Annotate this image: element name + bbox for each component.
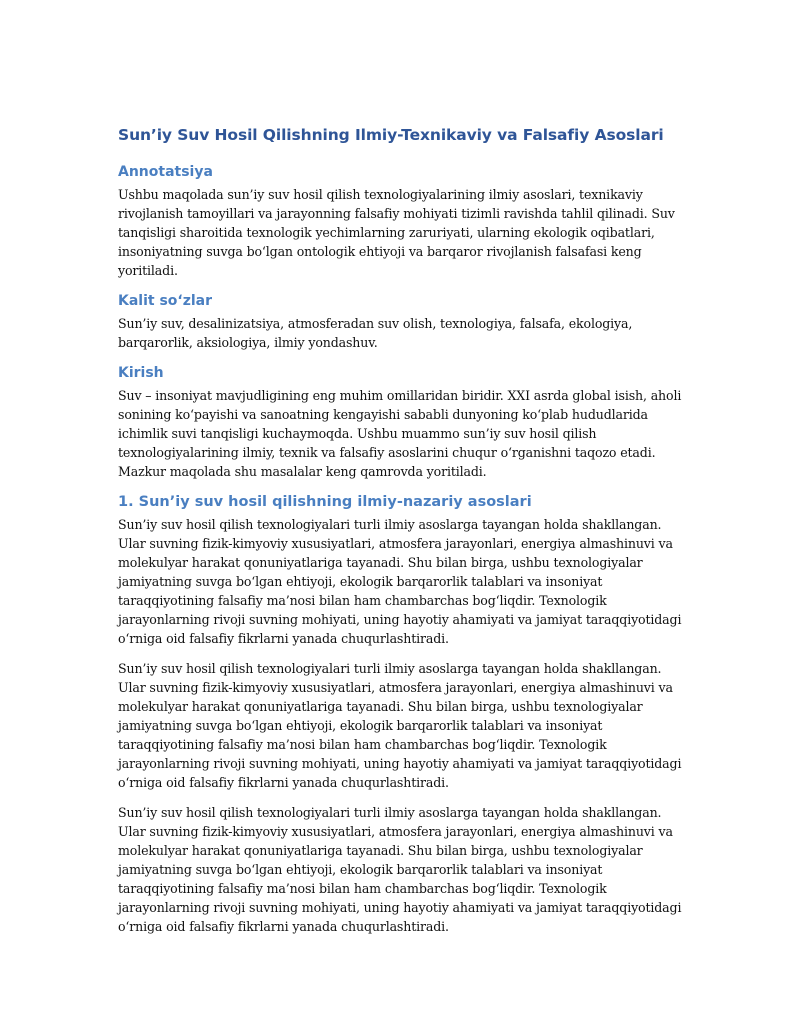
- abstract-heading: Annotatsiya: [118, 164, 213, 180]
- section-1-paragraph-3: Sun’iy suv hosil qilish texnologiyalari turli ilmiy asoslarga tayangan holda shakllangan. Ular suvning fizik-kimyoviy xususiyatlari, atmosfera jarayonlari, energiya almashinuvi va molekulyar harakat qonuniyatlariga tayanadi. Shu bilan birga, ushbu texnologiyalar jamiyatning suvga bo‘lgan ehtiyoji, ekologik barqarorlik talablari va insoniyat taraqqiyotining falsafiy ma’nosi bilan ham chambarchas bog‘liqdir. Texnologik jarayonlarning rivoji suvning mohiyati, uning hayotiy ahamiyati va jamiyat taraqqiyotidagi o‘rniga oid falsafiy fikrlarni yanada chuqurlashtiradi.: [118, 805, 682, 934]
- document-title: Sun’iy Suv Hosil Qilishning Ilmiy-Texnikaviy va Falsafiy Asoslari: [118, 126, 664, 144]
- section-introduction: [118, 363, 690, 481]
- section-keywords: [118, 291, 690, 352]
- keywords-heading: Kalit so‘zlar: [118, 293, 213, 309]
- abstract-paragraph: Ushbu maqolada sun’iy suv hosil qilish texnologiyalarining ilmiy asoslari, texnikaviy rivojlanish tamoyillari va jarayonning falsafiy mohiyati tizimli ravishda tahlil qilinadi. Suv tanqisligi sharoitida texnologik yechimlarning zaruriyati, ularning ekologik oqibatlari, insoniyatning suvga bo‘lgan ontologik ehtiyoji va barqaror rivojlanish falsafasi keng yoritiladi.: [118, 187, 675, 278]
- section-abstract: [118, 162, 690, 280]
- document-page: [118, 124, 690, 947]
- section-1-paragraph-1: Sun’iy suv hosil qilish texnologiyalari turli ilmiy asoslarga tayangan holda shakllangan. Ular suvning fizik-kimyoviy xususiyatlari, atmosfera jarayonlari, energiya almashinuvi va molekulyar harakat qonuniyatlariga tayanadi. Shu bilan birga, ushbu texnologiyalar jamiyatning suvga bo‘lgan ehtiyoji, ekologik barqarorlik talablari va insoniyat taraqqiyotining falsafiy ma’nosi bilan ham chambarchas bog‘liqdir. Texnologik jarayonlarning rivoji suvning mohiyati, uning hayotiy ahamiyati va jamiyat taraqqiyotidagi o‘rniga oid falsafiy fikrlarni yanada chuqurlashtiradi.: [118, 517, 682, 646]
- section-1-paragraph-2: Sun’iy suv hosil qilish texnologiyalari turli ilmiy asoslarga tayangan holda shakllangan. Ular suvning fizik-kimyoviy xususiyatlari, atmosfera jarayonlari, energiya almashinuvi va molekulyar harakat qonuniyatlariga tayanadi. Shu bilan birga, ushbu texnologiyalar jamiyatning suvga bo‘lgan ehtiyoji, ekologik barqarorlik talablari va insoniyat taraqqiyotining falsafiy ma’nosi bilan ham chambarchas bog‘liqdir. Texnologik jarayonlarning rivoji suvning mohiyati, uning hayotiy ahamiyati va jamiyat taraqqiyotidagi o‘rniga oid falsafiy fikrlarni yanada chuqurlashtiradi.: [118, 661, 682, 790]
- section-1-heading: 1. Sun’iy suv hosil qilishning ilmiy-nazariy asoslari: [118, 494, 532, 510]
- section-theoretical-foundations: [118, 492, 690, 936]
- introduction-paragraph: Suv – insoniyat mavjudligining eng muhim omillaridan biridir. XXI asrda global isish, aholi sonining ko‘payishi va sanoatning kengayishi sababli dunyoning ko‘plab hududlarida ichimlik suvi tanqisligi kuchaymoqda. Ushbu muammo sun’iy suv hosil qilish texnologiyalarining ilmiy, texnik va falsafiy asoslarini chuqur o‘rganishni taqozo etadi. Mazkur maqolada shu masalalar keng qamrovda yoritiladi.: [118, 388, 682, 479]
- introduction-heading: Kirish: [118, 365, 164, 381]
- keywords-paragraph: Sun’iy suv, desalinizatsiya, atmosferadan suv olish, texnologiya, falsafa, ekologiya, barqarorlik, aksiologiya, ilmiy yondashuv.: [118, 316, 633, 350]
